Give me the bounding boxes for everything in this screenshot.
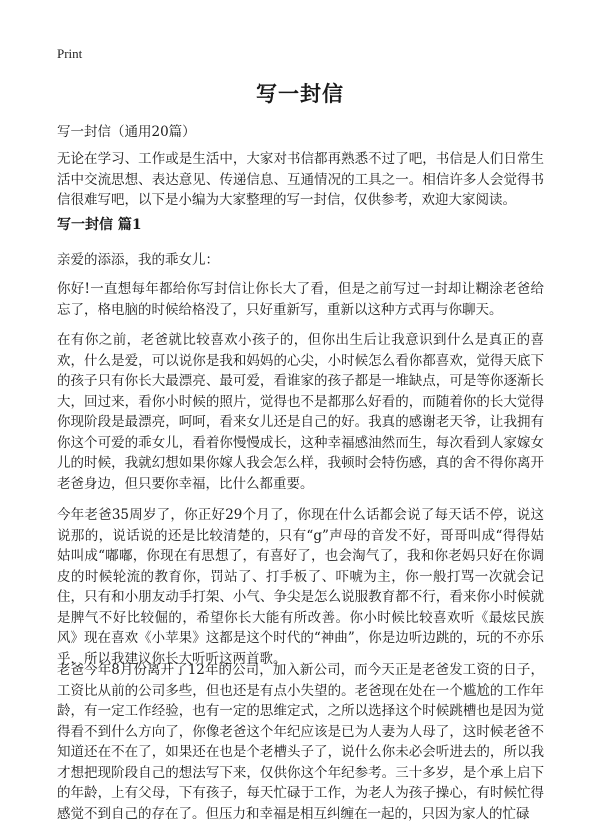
print-link[interactable]: Print bbox=[57, 46, 83, 61]
body-paragraph-4: 老爸今年8月份离开了12年的公司，加入新公司，而今天正是老爸发工资的日子，工资比从前的公司多些，但也还是有点小失望的。老爸现在处在一个尴尬的工作年龄，有一定工作经验，也有一定的思维定式，之所以选择这个时候跳槽也是因为觉得看不到什么方向了，你像老爸这个年纪应该是已为人妻为人母了，这时候老爸不知道还在不在了，如果还在也是个老槽头子了，说什么你未必会听进去的，所以我才想把现阶段自己的想法写下来，仅供你这个年纪参考。三十多岁，是个承上启下的年龄，上有父母，下有孩子，每天忙碌于工作，为老人为孩子操心，有时候忙得感觉不到自己的存在了。但压力和幸福是相互纠缠在一起的，只因为家人的忙碌 bbox=[57, 662, 544, 822]
intro-paragraph: 无论在学习、工作或是生活中，大家对书信都再熟悉不过了吧，书信是人们日常生活中交流思想、表达意见、传递信息、互通情况的工具之一。相信许多人会觉得书信很难写吧，以下是小编为大家整理的写一封信，仅供参考，欢迎大家阅读。 bbox=[57, 151, 544, 208]
body-paragraph-1: 你好!一直想每年都给你写封信让你长大了看，但是之前写过一封却让糊涂老爸给忘了，格电脑的时候给格没了，只好重新写，重新以这种方式再与你聊天。 bbox=[57, 281, 544, 318]
section-heading: 写一封信 篇1 bbox=[57, 217, 142, 233]
body-paragraph-2: 在有你之前，老爸就比较喜欢小孩子的，但你出生后让我意识到什么是真正的喜欢，什么是爱，可以说你是我和妈妈的心尖，小时候怎么看你都喜欢，觉得天底下的孩子只有你长大最漂亮、最可爱，看谁家的孩子都是一堆缺点，可是等你逐渐长大，回过来，看你小时候的照片，觉得也不是都那么好看的，而随着你的长大觉得你现阶段是最漂亮，呵呵，看来女儿还是自己的好。我真的感谢老天爷，让我拥有你这个可爱的乖女儿，看着你慢慢成长，这种幸福感油然而生，每次看到人家嫁女儿的时候，我就幻想如果你嫁人我会怎么样，我顿时会特伤感，真的舍不得你离开老爸身边，但只要你幸福，比什么都重要。 bbox=[57, 332, 544, 492]
page-title: 写一封信 bbox=[256, 81, 344, 106]
greeting: 亲爱的添添，我的乖女儿： bbox=[57, 252, 219, 268]
subtitle: 写一封信（通用20篇） bbox=[57, 124, 196, 140]
body-paragraph-3: 今年老爸35周岁了，你正好29个月了，你现在什么话都会说了每天话不停，说这说那的，说话说的还是比较清楚的，只有“g”声母的音发不好，哥哥叫成“得得姑姑叫成“嘟嘟，你现在有思想了，有喜好了，也会淘气了，我和你老妈只好在你调皮的时候轮流的教育你，罚站了、打手板了、吓唬为主，你一般打骂一次就会记住，只有和小朋友动手打架、小气、争尖是怎么说服教育都不行，看来你小时候就是脾气不好比较倔的，希望你长大能有所改善。你小时候比较喜欢听《最炫民族风》现在喜欢《小苹果》这都是这个时代的“神曲”，你是边听边跳的，玩的不亦乐乎，所以我建议你长大听听这两首歌。 bbox=[57, 507, 544, 667]
